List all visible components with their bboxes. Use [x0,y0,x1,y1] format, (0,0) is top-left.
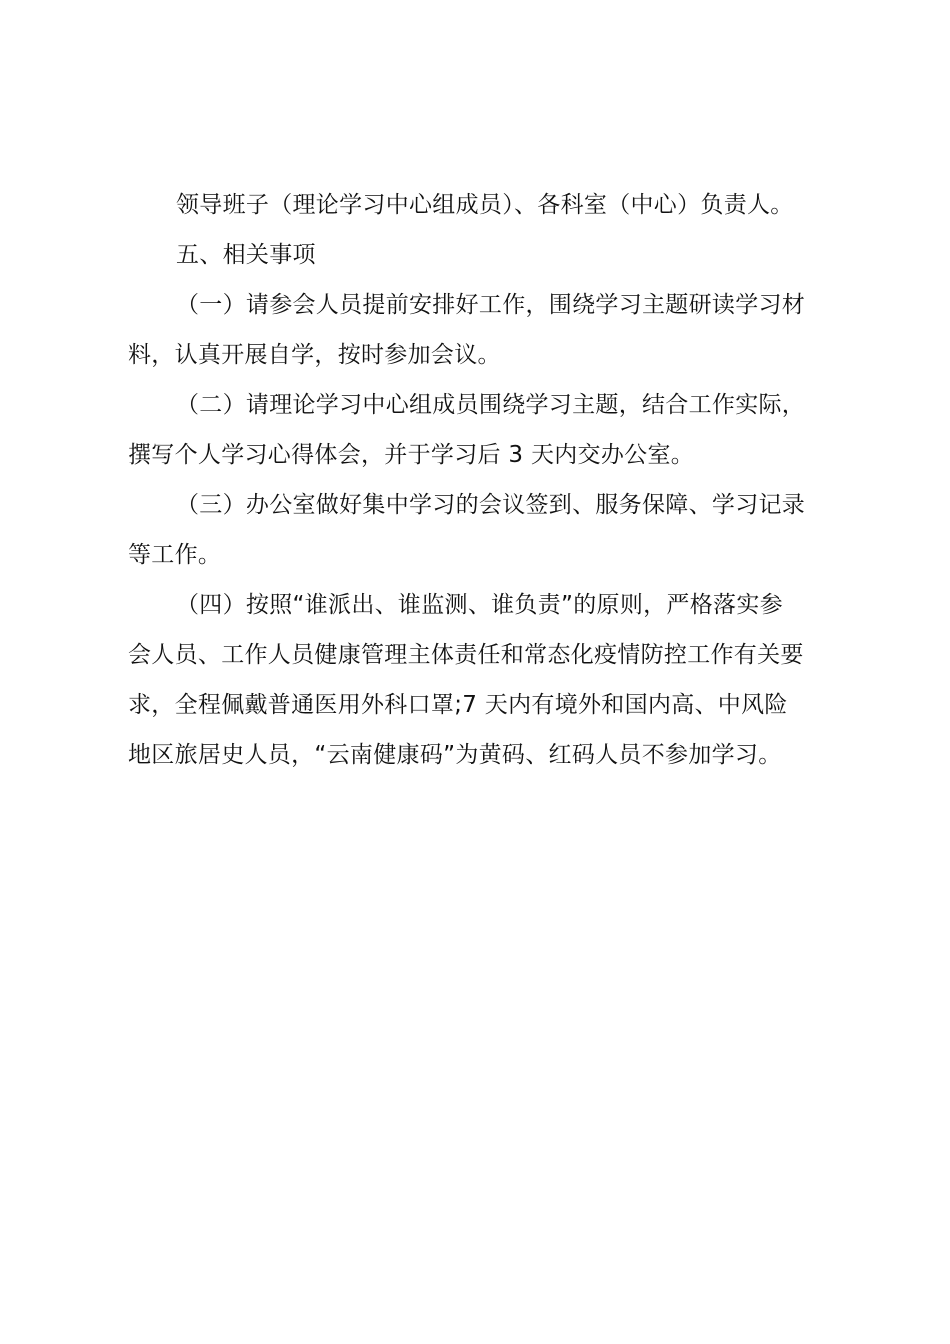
text-line: 料，认真开展自学，按时参加会议。 [128,342,501,368]
text-line: 领导班子（理论学习中心组成员）、各科室（中心）负责人。 [176,192,794,218]
text-line: （二）请理论学习中心组成员围绕学习主题，结合工作实际， [176,392,806,418]
text-line: 地区旅居史人员，“云南健康码”为黄码、红码人员不参加学习。 [128,742,782,768]
text-line: （三）办公室做好集中学习的会议签到、服务保障、学习记录 [176,492,806,518]
text-line: 求，全程佩戴普通医用外科口罩;7 天内有境外和国内高、中风险 [128,692,788,718]
text-line: 撰写个人学习心得体会，并于学习后 3 天内交办公室。 [128,442,695,468]
text-line: 等工作。 [128,542,222,568]
text-line: 会人员、工作人员健康管理主体责任和常态化疫情防控工作有关要 [128,642,804,668]
text-line: （四）按照“谁派出、谁监测、谁负责”的原则，严格落实参 [176,592,783,618]
text-line: （一）请参会人员提前安排好工作，围绕学习主题研读学习材 [176,292,806,318]
section-heading: 五、相关事项 [176,242,316,268]
